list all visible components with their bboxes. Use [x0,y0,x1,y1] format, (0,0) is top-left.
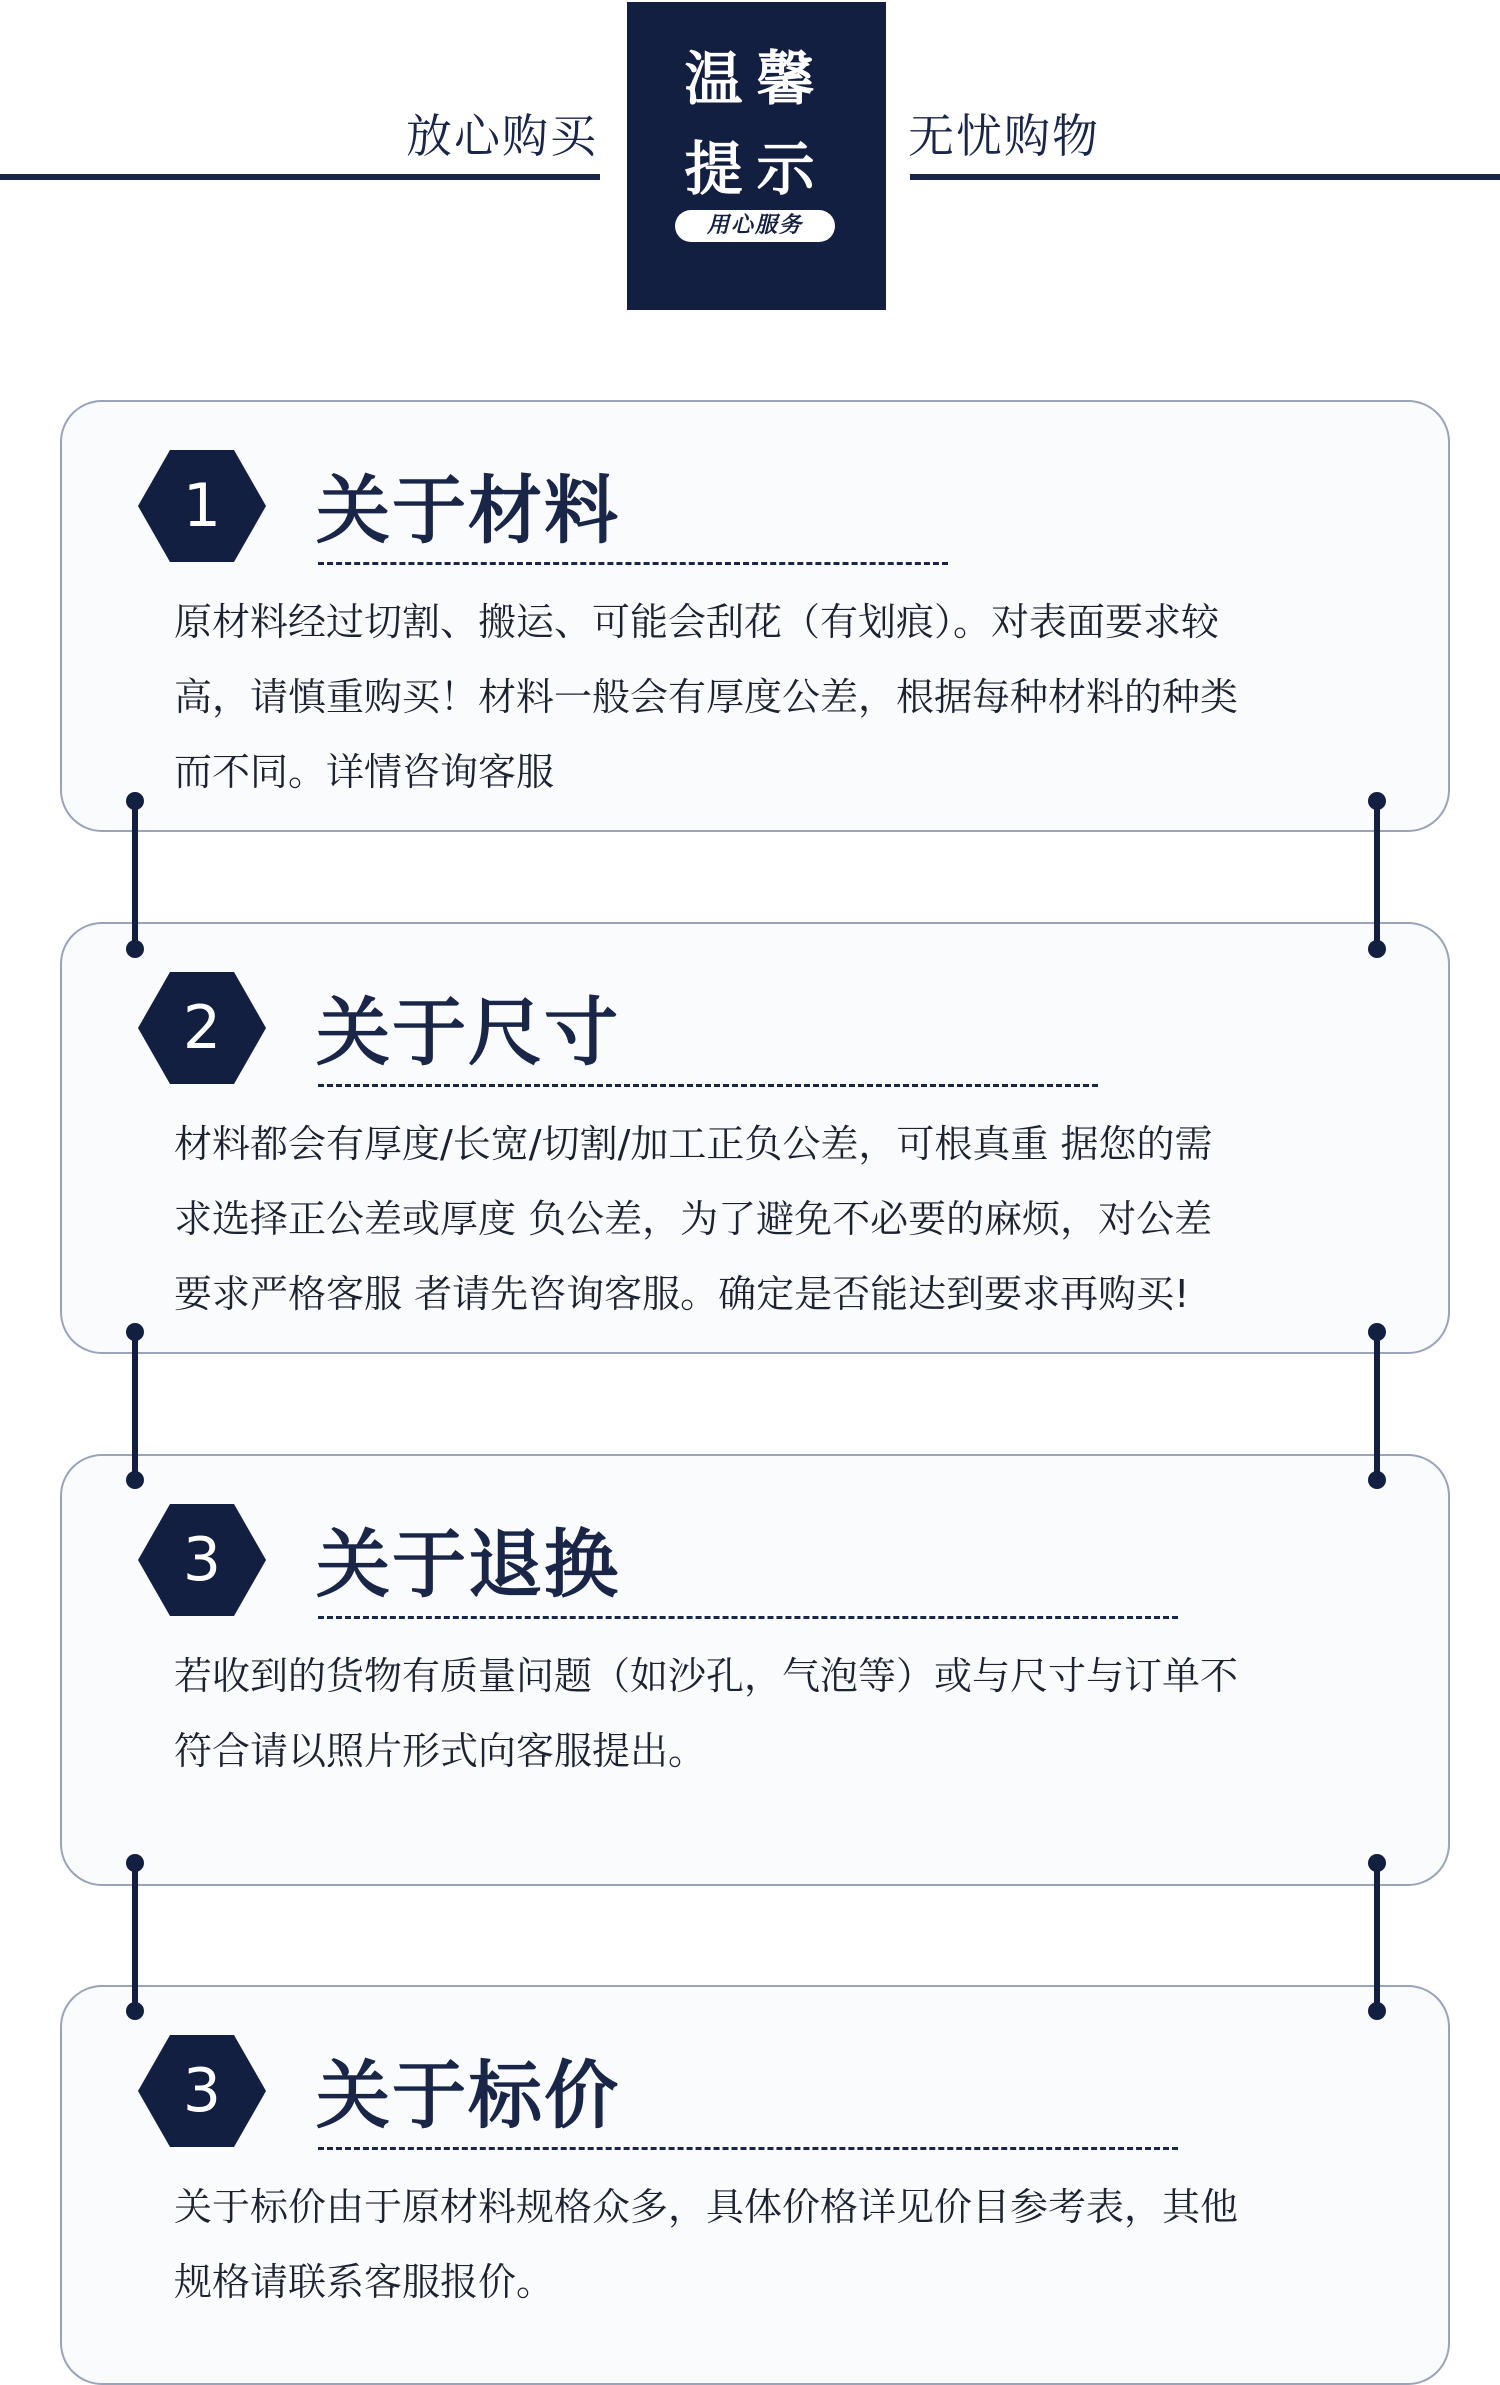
badge-number: 1 [182,471,222,541]
title-divider [318,1084,1098,1087]
connector-dot [126,1323,144,1341]
card-title: 关于标价 [316,2053,620,2139]
connector-right [1374,801,1380,949]
header-title-line2: 提示 [684,135,829,203]
header-right-slogan: 无忧购物 [908,109,1100,163]
connector-dot [126,2002,144,2020]
number-badge [138,1504,266,1616]
connector-dot [126,940,144,958]
body-line: 而不同。详情咨询客服 [174,750,555,794]
badge-number: 3 [182,1525,222,1595]
connector-dot [1368,1471,1386,1489]
card-body [174,585,1374,810]
header-left-slogan: 放心购买 [406,109,598,163]
body-line: 关于标价由于原材料规格众多，具体价格详见价目参考表，其他 [174,2185,1239,2229]
card-body [174,2170,1374,2320]
body-line: 材料都会有厚度/长宽/切割/加工正负公差，可根真重 据您的需 [174,1122,1213,1166]
connector-right [1374,1863,1380,2011]
card-body [174,1639,1374,1789]
connector-dot [1368,2002,1386,2020]
card-returns [60,1454,1450,1886]
title-divider [318,2147,1178,2150]
number-badge [138,972,266,1084]
connector-right [1374,1332,1380,1480]
title-divider [318,1616,1178,1619]
connector-left [132,1863,138,2011]
body-line: 符合请以照片形式向客服提出。 [174,1729,707,1773]
badge-number: 2 [182,993,222,1063]
badge-number: 3 [182,2056,222,2126]
connector-dot [126,1471,144,1489]
card-title: 关于尺寸 [316,990,620,1076]
body-line: 规格请联系客服报价。 [174,2260,555,2304]
card-pricing [60,1985,1450,2385]
body-line: 若收到的货物有质量问题（如沙孔，气泡等）或与尺寸与订单不 [174,1654,1239,1698]
title-divider [318,562,948,565]
header-rule-left [0,174,600,180]
connector-dot [1368,792,1386,810]
connector-dot [1368,1854,1386,1872]
connector-dot [126,792,144,810]
connector-dot [1368,940,1386,958]
header-title-line1: 温馨 [684,45,829,113]
number-badge [138,2035,266,2147]
header-badge [627,2,886,310]
header-rule-right [910,174,1500,180]
body-line: 原材料经过切割、搬运、可能会刮花（有划痕）。对表面要求较 [174,600,1220,644]
body-line: 求选择正公差或厚度 负公差，为了避免不必要的麻烦，对公差 [174,1197,1213,1241]
card-body [174,1107,1374,1332]
body-line: 要求严格客服 者请先咨询客服。确定是否能达到要求再购买! [174,1272,1190,1316]
number-badge [138,450,266,562]
header-pill: 用心服务 [675,210,835,242]
body-line: 高，请慎重购买！材料一般会有厚度公差，根据每种材料的种类 [174,675,1239,719]
connector-dot [1368,1323,1386,1341]
connector-left [132,801,138,949]
card-materials [60,400,1450,832]
connector-left [132,1332,138,1480]
connector-dot [126,1854,144,1872]
card-title: 关于材料 [316,468,620,554]
card-title: 关于退换 [316,1522,620,1608]
card-size [60,922,1450,1354]
